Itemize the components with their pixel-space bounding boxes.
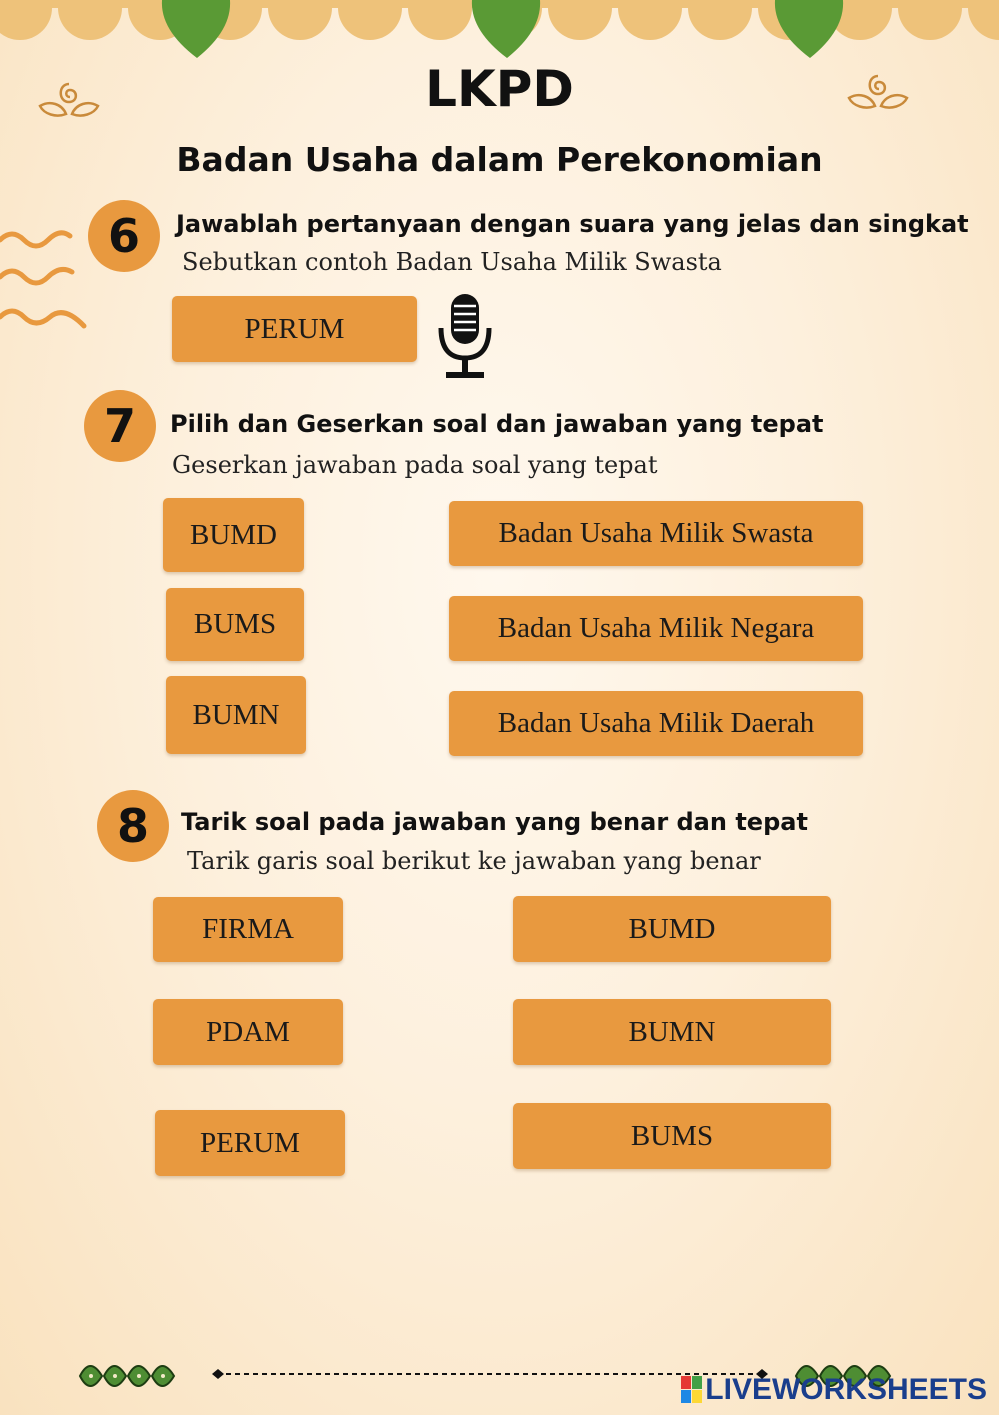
section-8-instruction: Tarik garis soal berikut ke jawaban yang benar	[187, 847, 761, 875]
drag-item-bumd[interactable]: BUMD	[163, 498, 304, 572]
liveworksheets-logo	[681, 1373, 987, 1407]
page-title: LKPD	[425, 60, 574, 118]
section-8-number: 8	[97, 790, 169, 862]
section-6-answer[interactable]: PERUM	[172, 296, 417, 362]
section-7-number: 7	[84, 390, 156, 462]
drag-item-bums[interactable]: BUMS	[166, 588, 304, 661]
page-subtitle: Badan Usaha dalam Perekonomian	[176, 140, 823, 179]
match-item-firma[interactable]: FIRMA	[153, 897, 343, 962]
section-6-number: 6	[88, 200, 160, 272]
section-6-heading: Jawablah pertanyaan dengan suara yang jelas dan singkat	[176, 210, 969, 238]
match-target-bumn[interactable]: BUMN	[513, 999, 831, 1065]
drop-target-swasta[interactable]: Badan Usaha Milik Swasta	[449, 501, 863, 566]
logo-blocks-icon	[681, 1376, 703, 1404]
top-scallop-border	[0, 0, 999, 60]
logo-text: LIVEWORKSHEETS	[705, 1373, 987, 1406]
leaf-garland-icon	[76, 1354, 186, 1398]
match-target-bums[interactable]: BUMS	[513, 1103, 831, 1169]
drag-item-bumn[interactable]: BUMN	[166, 676, 306, 754]
section-8-heading: Tarik soal pada jawaban yang benar dan tepat	[181, 808, 808, 836]
wavy-lines-decoration	[0, 222, 90, 337]
microphone-icon[interactable]	[436, 292, 494, 382]
drop-target-negara[interactable]: Badan Usaha Milik Negara	[449, 596, 863, 661]
match-target-bumd[interactable]: BUMD	[513, 896, 831, 962]
match-item-perum[interactable]: PERUM	[155, 1110, 345, 1176]
match-item-pdam[interactable]: PDAM	[153, 999, 343, 1065]
section-7-instruction: Geserkan jawaban pada soal yang tepat	[172, 451, 658, 479]
drop-target-daerah[interactable]: Badan Usaha Milik Daerah	[449, 691, 863, 756]
section-7-heading: Pilih dan Geserkan soal dan jawaban yang tepat	[170, 410, 824, 438]
section-6-instruction: Sebutkan contoh Badan Usaha Milik Swasta	[182, 248, 722, 276]
